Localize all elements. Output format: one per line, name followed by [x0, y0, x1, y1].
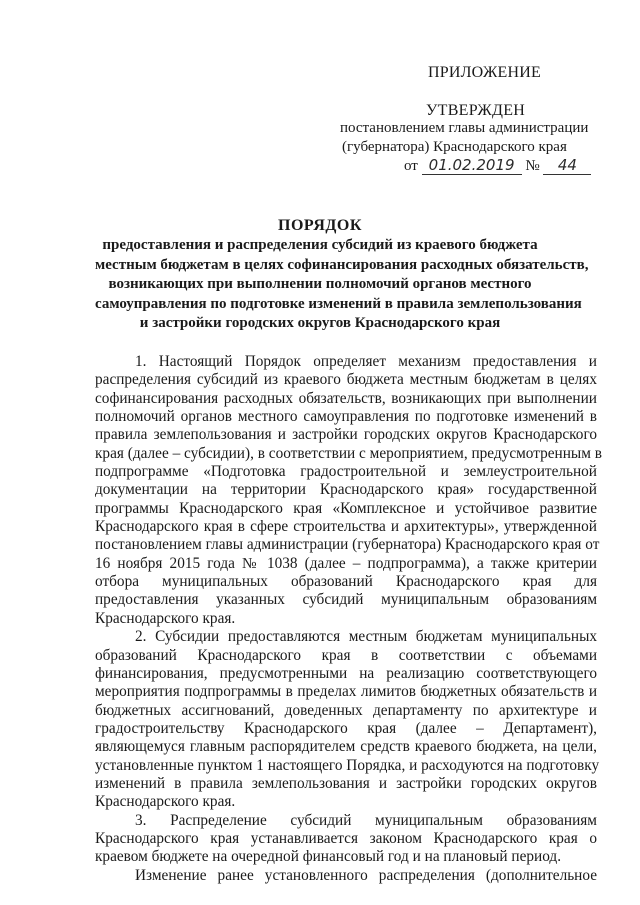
text-line: постановлением главы администрации (губернатора) Краснодарского края от: [95, 536, 600, 554]
paragraph-1: [95, 353, 602, 628]
paragraph-4: [95, 867, 597, 885]
text-line: Краснодарского края в сфере строительства и архитектуры», утвержденной: [95, 518, 597, 536]
text-line: отбора муниципальных образований Краснодарского края для: [95, 573, 597, 591]
text-line: Краснодарского края устанавливается законом Краснодарского края о: [95, 829, 597, 847]
subtitle-line: предоставления и распределения субсидий из краевого бюджета: [102, 237, 538, 253]
document-subtitle: [95, 236, 589, 334]
text-line: образований Краснодарского края в соответствии с объемами: [95, 646, 597, 664]
subtitle-line: местным бюджетам в целях софинансирования расходных обязательств,: [95, 256, 589, 273]
text-line: изменений в правила землепользования и застройки городских округов: [95, 774, 597, 792]
text-line: краевом бюджете на очередной финансовый год и на плановый период.: [95, 848, 562, 866]
text-line: 2. Субсидии предоставляются местным бюджетам муниципальных: [135, 628, 597, 646]
approved-label: УТВЕРЖДЕН: [426, 102, 526, 119]
text-line: Краснодарского края.: [95, 609, 236, 627]
text-line: документации на территории Краснодарского края» государственной: [95, 481, 597, 499]
text-line: бюджетных ассигнований, доведенных департаменту по архитектуре и: [95, 701, 597, 719]
text-line: 1. Настоящий Порядок определяет механизм предоставления и: [135, 353, 597, 370]
subtitle-line: самоуправления по подготовке изменений в правила землепользования: [95, 295, 582, 312]
text-line: 3. Распределение субсидий муниципальным образованиям: [135, 811, 597, 829]
handwritten-number: 44: [543, 157, 591, 175]
approved-decree-line: постановлением главы администрации: [340, 120, 589, 136]
text-line: распределения субсидий из краевого бюджета местным бюджетам в целях: [95, 371, 597, 389]
text-line: финансирования, предусмотренными на реализацию соответствующего: [95, 664, 597, 682]
approval-date-line: [404, 157, 591, 176]
appendix-label: ПРИЛОЖЕНИЕ: [428, 64, 542, 81]
text-line: мероприятия подпрограммы в пределах лимитов бюджетных обязательств и: [95, 683, 597, 701]
text-line: Изменение ранее установленного распределения (дополнительное: [135, 866, 597, 884]
text-line: предоставления указанных субсидий муниципальным образованиям: [95, 591, 597, 609]
number-sign: №: [525, 158, 540, 174]
document-title: ПОРЯДОК: [278, 217, 362, 234]
text-line: являющемуся главным распорядителем средств краевого бюджета, на цели,: [95, 738, 597, 756]
text-line: полномочий органов местного самоуправления по подготовке изменений в: [95, 408, 597, 426]
text-line: программы Краснодарского края «Комплексное и устойчивое развитие: [95, 499, 597, 517]
document-body: [95, 353, 602, 885]
text-line: 16 ноября 2015 года № 1038 (далее – подпрограмма), а также критерии: [95, 554, 597, 572]
approved-authority-line: (губернатора) Краснодарского края: [342, 139, 567, 155]
paragraph-3: [95, 812, 597, 867]
text-line: Краснодарского края.: [95, 793, 236, 811]
paragraph-2: [95, 628, 600, 811]
text-line: установленные пунктом 1 настоящего Порядка, и расходуются на подготовку: [95, 756, 600, 774]
text-line: правила землепользования и застройки городских округов Краснодарского: [95, 426, 597, 444]
date-prefix: от: [404, 158, 418, 174]
subtitle-line: и застройки городских округов Краснодарского края: [139, 315, 501, 331]
text-line: софинансирования расходных обязательств, возникающих при выполнении: [95, 389, 597, 407]
text-line: подпрограмме «Подготовка градостроительной и землеустроительной: [95, 463, 597, 481]
text-line: края (далее – субсидии), в соответствии с мероприятием, предусмотренным в: [95, 444, 602, 462]
text-line: градостроительству Краснодарского края (далее – Департамент),: [95, 719, 597, 737]
handwritten-date: 01.02.2019: [422, 157, 522, 175]
subtitle-line: возникающих при выполнении полномочий органов местного: [108, 276, 532, 292]
